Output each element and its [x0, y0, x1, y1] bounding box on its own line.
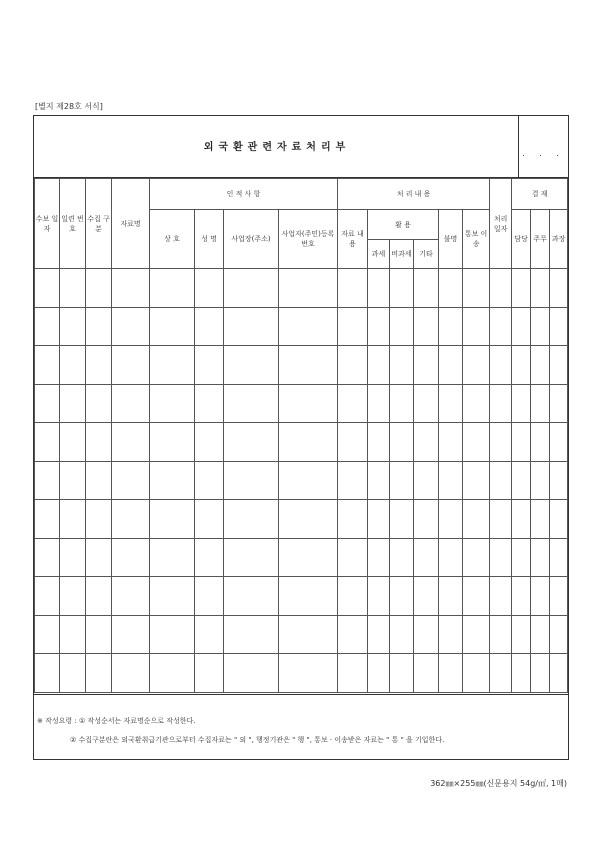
- table-cell[interactable]: [550, 269, 568, 308]
- table-cell[interactable]: [150, 461, 195, 500]
- table-cell[interactable]: [439, 384, 463, 423]
- table-cell[interactable]: [368, 654, 390, 693]
- table-cell[interactable]: [279, 577, 338, 616]
- table-cell[interactable]: [86, 577, 112, 616]
- table-cell[interactable]: [490, 615, 512, 654]
- table-cell[interactable]: [463, 269, 490, 308]
- table-cell[interactable]: [60, 346, 86, 385]
- table-cell[interactable]: [414, 269, 439, 308]
- table-cell[interactable]: [368, 461, 390, 500]
- date-field[interactable]: . . .: [518, 116, 568, 177]
- table-cell[interactable]: [150, 423, 195, 462]
- table-cell[interactable]: [195, 538, 224, 577]
- header-name: 성 명: [195, 210, 224, 269]
- table-cell[interactable]: [490, 307, 512, 346]
- table-cell[interactable]: [512, 500, 531, 539]
- table-cell[interactable]: [531, 654, 550, 693]
- table-cell[interactable]: [531, 615, 550, 654]
- table-cell[interactable]: [439, 538, 463, 577]
- table-cell[interactable]: [112, 423, 150, 462]
- header-collection-type: 수집 구분: [86, 179, 112, 269]
- header-trade-name: 상 호: [150, 210, 195, 269]
- table-cell[interactable]: [279, 423, 338, 462]
- table-cell[interactable]: [195, 654, 224, 693]
- table-cell[interactable]: [224, 423, 279, 462]
- table-cell[interactable]: [531, 307, 550, 346]
- table-cell[interactable]: [60, 615, 86, 654]
- table-cell[interactable]: [195, 269, 224, 308]
- header-processing-date: 처리 일자: [490, 179, 512, 269]
- table-cell[interactable]: [512, 384, 531, 423]
- table-cell[interactable]: [86, 654, 112, 693]
- table-cell[interactable]: [463, 307, 490, 346]
- table-cell[interactable]: [224, 654, 279, 693]
- table-cell[interactable]: [195, 461, 224, 500]
- table-cell[interactable]: [512, 346, 531, 385]
- table-cell[interactable]: [550, 577, 568, 616]
- table-cell[interactable]: [35, 500, 60, 539]
- table-cell[interactable]: [195, 423, 224, 462]
- table-cell[interactable]: [490, 346, 512, 385]
- table-cell[interactable]: [439, 654, 463, 693]
- table-cell[interactable]: [338, 384, 368, 423]
- table-row: [35, 269, 568, 308]
- table-cell[interactable]: [60, 269, 86, 308]
- table-cell[interactable]: [279, 307, 338, 346]
- table-cell[interactable]: [490, 500, 512, 539]
- table-cell[interactable]: [224, 307, 279, 346]
- table-row: [35, 423, 568, 462]
- table-cell[interactable]: [279, 538, 338, 577]
- table-cell[interactable]: [195, 615, 224, 654]
- table-cell[interactable]: [512, 615, 531, 654]
- table-cell[interactable]: [35, 269, 60, 308]
- table-cell[interactable]: [35, 461, 60, 500]
- table-cell[interactable]: [531, 269, 550, 308]
- table-cell[interactable]: [390, 577, 414, 616]
- table-cell[interactable]: [35, 423, 60, 462]
- table-cell[interactable]: [414, 307, 439, 346]
- table-cell[interactable]: [531, 384, 550, 423]
- table-cell[interactable]: [150, 346, 195, 385]
- header-other: 기타: [414, 240, 439, 269]
- header-serial-no: 일련 번호: [60, 179, 86, 269]
- table-cell[interactable]: [490, 654, 512, 693]
- table-cell[interactable]: [490, 461, 512, 500]
- table-cell[interactable]: [531, 423, 550, 462]
- table-row: [35, 654, 568, 693]
- table-cell[interactable]: [150, 307, 195, 346]
- table-cell[interactable]: [338, 269, 368, 308]
- table-cell[interactable]: [368, 577, 390, 616]
- table-cell[interactable]: [86, 307, 112, 346]
- table-cell[interactable]: [439, 346, 463, 385]
- table-cell[interactable]: [224, 615, 279, 654]
- instruction-note-1: ※ 작성요령 : ① 작성순서는 자료명순으로 작성한다.: [37, 717, 196, 725]
- header-approval: 결 재: [512, 179, 568, 210]
- table-cell[interactable]: [490, 423, 512, 462]
- table-cell[interactable]: [338, 538, 368, 577]
- table-cell[interactable]: [512, 269, 531, 308]
- table-cell[interactable]: [112, 346, 150, 385]
- table-cell[interactable]: [224, 577, 279, 616]
- table-row: [35, 615, 568, 654]
- table-cell[interactable]: [60, 538, 86, 577]
- table-cell[interactable]: [512, 423, 531, 462]
- table-cell[interactable]: [279, 461, 338, 500]
- table-cell[interactable]: [150, 384, 195, 423]
- table-cell[interactable]: [224, 461, 279, 500]
- table-cell[interactable]: [224, 500, 279, 539]
- table-cell[interactable]: [150, 615, 195, 654]
- table-cell[interactable]: [439, 461, 463, 500]
- table-cell[interactable]: [112, 461, 150, 500]
- table-cell[interactable]: [531, 346, 550, 385]
- table-cell[interactable]: [224, 269, 279, 308]
- table-cell[interactable]: [224, 538, 279, 577]
- table-cell[interactable]: [224, 346, 279, 385]
- form-frame: [33, 115, 569, 760]
- header-personal-info: 인 적 사 항: [150, 179, 338, 210]
- table-row: [35, 500, 568, 539]
- table-cell[interactable]: [550, 654, 568, 693]
- table-cell[interactable]: [86, 346, 112, 385]
- table-cell[interactable]: [439, 615, 463, 654]
- table-cell[interactable]: [112, 577, 150, 616]
- table-cell[interactable]: [35, 346, 60, 385]
- header-section-chief: 과장: [550, 210, 568, 269]
- table-cell[interactable]: [86, 461, 112, 500]
- table-row: [35, 384, 568, 423]
- table-cell[interactable]: [390, 538, 414, 577]
- table-cell[interactable]: [439, 307, 463, 346]
- table-cell[interactable]: [60, 577, 86, 616]
- table-cell[interactable]: [35, 384, 60, 423]
- table-cell[interactable]: [368, 307, 390, 346]
- table-cell[interactable]: [224, 384, 279, 423]
- table-cell[interactable]: [86, 615, 112, 654]
- table-cell[interactable]: [439, 269, 463, 308]
- header-material-content: 자료 내용: [338, 210, 368, 269]
- table-cell[interactable]: [490, 269, 512, 308]
- table-cell[interactable]: [112, 384, 150, 423]
- instruction-note-2: ② 수집구분란은 외국환취급기관으로부터 수집자료는 " 외 ", 행정기관은 " 행 ", 통보 · 이송받은 자료는 " 통 " 을 기입한다.: [70, 736, 445, 744]
- table-cell[interactable]: [550, 307, 568, 346]
- table-cell[interactable]: [279, 615, 338, 654]
- table-cell[interactable]: [490, 384, 512, 423]
- header-unclear: 불명: [439, 210, 463, 269]
- table-cell[interactable]: [150, 500, 195, 539]
- table-cell[interactable]: [463, 461, 490, 500]
- header-officer: 담당: [512, 210, 531, 269]
- table-cell[interactable]: [531, 461, 550, 500]
- table-cell[interactable]: [390, 654, 414, 693]
- form-title: 외국환관련자료처리부: [203, 142, 351, 153]
- form-number-label: [별지 제28호 서식]: [35, 102, 103, 111]
- table-cell[interactable]: [390, 269, 414, 308]
- table-cell[interactable]: [338, 577, 368, 616]
- table-cell[interactable]: [550, 423, 568, 462]
- table-cell[interactable]: [550, 615, 568, 654]
- title-row: [34, 116, 568, 178]
- instructions-section: [34, 694, 568, 758]
- table-cell[interactable]: [390, 423, 414, 462]
- table-cell[interactable]: [414, 538, 439, 577]
- table-cell[interactable]: [414, 461, 439, 500]
- table-cell[interactable]: [279, 384, 338, 423]
- table-cell[interactable]: [279, 500, 338, 539]
- table-cell[interactable]: [338, 307, 368, 346]
- table-cell[interactable]: [414, 500, 439, 539]
- table-cell[interactable]: [150, 654, 195, 693]
- table-cell[interactable]: [368, 500, 390, 539]
- table-cell[interactable]: [414, 384, 439, 423]
- table-cell[interactable]: [338, 615, 368, 654]
- header-business-address: 사업장(주소): [224, 210, 279, 269]
- table-cell[interactable]: [390, 500, 414, 539]
- table-cell[interactable]: [512, 577, 531, 616]
- table-cell[interactable]: [86, 500, 112, 539]
- table-cell[interactable]: [60, 384, 86, 423]
- header-taxation: 과세: [368, 240, 390, 269]
- table-cell[interactable]: [368, 538, 390, 577]
- table-cell[interactable]: [150, 269, 195, 308]
- table-cell[interactable]: [368, 346, 390, 385]
- table-cell[interactable]: [512, 307, 531, 346]
- table-cell[interactable]: [338, 654, 368, 693]
- table-cell[interactable]: [414, 423, 439, 462]
- table-cell[interactable]: [195, 307, 224, 346]
- table-cell[interactable]: [550, 461, 568, 500]
- table-cell[interactable]: [112, 500, 150, 539]
- header-non-taxation: 비과세: [390, 240, 414, 269]
- table-cell[interactable]: [86, 384, 112, 423]
- header-reg-number: 사업자(주민)등록번호: [279, 210, 338, 269]
- table-cell[interactable]: [439, 500, 463, 539]
- table-cell[interactable]: [550, 346, 568, 385]
- table-row: [35, 538, 568, 577]
- table-cell[interactable]: [414, 615, 439, 654]
- header-notify-transfer: 통보 이송: [463, 210, 490, 269]
- table-row: [35, 577, 568, 616]
- table-cell[interactable]: [550, 538, 568, 577]
- table-cell[interactable]: [512, 538, 531, 577]
- table-cell[interactable]: [368, 269, 390, 308]
- table-cell[interactable]: [368, 423, 390, 462]
- table-cell[interactable]: [463, 538, 490, 577]
- table-cell[interactable]: [112, 307, 150, 346]
- table-cell[interactable]: [439, 423, 463, 462]
- header-chief-officer: 주무: [531, 210, 550, 269]
- table-cell[interactable]: [463, 346, 490, 385]
- table-cell[interactable]: [112, 615, 150, 654]
- table-cell[interactable]: [390, 307, 414, 346]
- table-cell[interactable]: [512, 654, 531, 693]
- table-cell[interactable]: [35, 307, 60, 346]
- table-cell[interactable]: [338, 423, 368, 462]
- table-cell[interactable]: [35, 654, 60, 693]
- table-cell[interactable]: [112, 269, 150, 308]
- table-cell[interactable]: [368, 384, 390, 423]
- table-cell[interactable]: [195, 384, 224, 423]
- table-cell[interactable]: [531, 538, 550, 577]
- table-cell[interactable]: [390, 384, 414, 423]
- table-cell[interactable]: [439, 577, 463, 616]
- table-cell[interactable]: [195, 577, 224, 616]
- table-cell[interactable]: [279, 269, 338, 308]
- table-cell[interactable]: [35, 577, 60, 616]
- table-cell[interactable]: [390, 346, 414, 385]
- table-cell[interactable]: [368, 615, 390, 654]
- table-cell[interactable]: [195, 500, 224, 539]
- table-cell[interactable]: [390, 615, 414, 654]
- table-cell[interactable]: [60, 423, 86, 462]
- table-row: [35, 461, 568, 500]
- table-cell[interactable]: [279, 654, 338, 693]
- table-cell[interactable]: [490, 577, 512, 616]
- table-cell[interactable]: [279, 346, 338, 385]
- table-cell[interactable]: [512, 461, 531, 500]
- table-cell[interactable]: [60, 500, 86, 539]
- table-cell[interactable]: [490, 538, 512, 577]
- records-table: [34, 178, 568, 693]
- table-cell[interactable]: [338, 346, 368, 385]
- paper-spec-footer: 362㎜×255㎜(신문용지 54g/㎡, 1매): [430, 779, 567, 788]
- table-cell[interactable]: [414, 654, 439, 693]
- table-cell[interactable]: [531, 500, 550, 539]
- table-cell[interactable]: [463, 384, 490, 423]
- table-cell[interactable]: [463, 500, 490, 539]
- table-cell[interactable]: [463, 654, 490, 693]
- table-row: [35, 346, 568, 385]
- table-row: [35, 307, 568, 346]
- table-cell[interactable]: [150, 538, 195, 577]
- table-cell[interactable]: [60, 461, 86, 500]
- table-cell[interactable]: [531, 577, 550, 616]
- table-cell[interactable]: [338, 461, 368, 500]
- table-cell[interactable]: [550, 500, 568, 539]
- table-cell[interactable]: [112, 538, 150, 577]
- table-cell[interactable]: [550, 384, 568, 423]
- table-cell[interactable]: [414, 346, 439, 385]
- table-cell[interactable]: [463, 615, 490, 654]
- table-cell[interactable]: [463, 577, 490, 616]
- table-cell[interactable]: [338, 500, 368, 539]
- table-cell[interactable]: [463, 423, 490, 462]
- table-cell[interactable]: [60, 654, 86, 693]
- table-cell[interactable]: [414, 577, 439, 616]
- table-cell[interactable]: [86, 423, 112, 462]
- table-cell[interactable]: [86, 269, 112, 308]
- header-receipt-date: 수보 일자: [35, 179, 60, 269]
- table-cell[interactable]: [35, 615, 60, 654]
- table-cell[interactable]: [112, 654, 150, 693]
- header-processing: 처 리 내 용: [338, 179, 490, 210]
- table-cell[interactable]: [35, 538, 60, 577]
- header-material-name: 자료명: [112, 179, 150, 269]
- table-cell[interactable]: [390, 461, 414, 500]
- header-utilization: 활 용: [368, 210, 439, 240]
- table-cell[interactable]: [195, 346, 224, 385]
- table-cell[interactable]: [150, 577, 195, 616]
- table-cell[interactable]: [60, 307, 86, 346]
- table-cell[interactable]: [86, 538, 112, 577]
